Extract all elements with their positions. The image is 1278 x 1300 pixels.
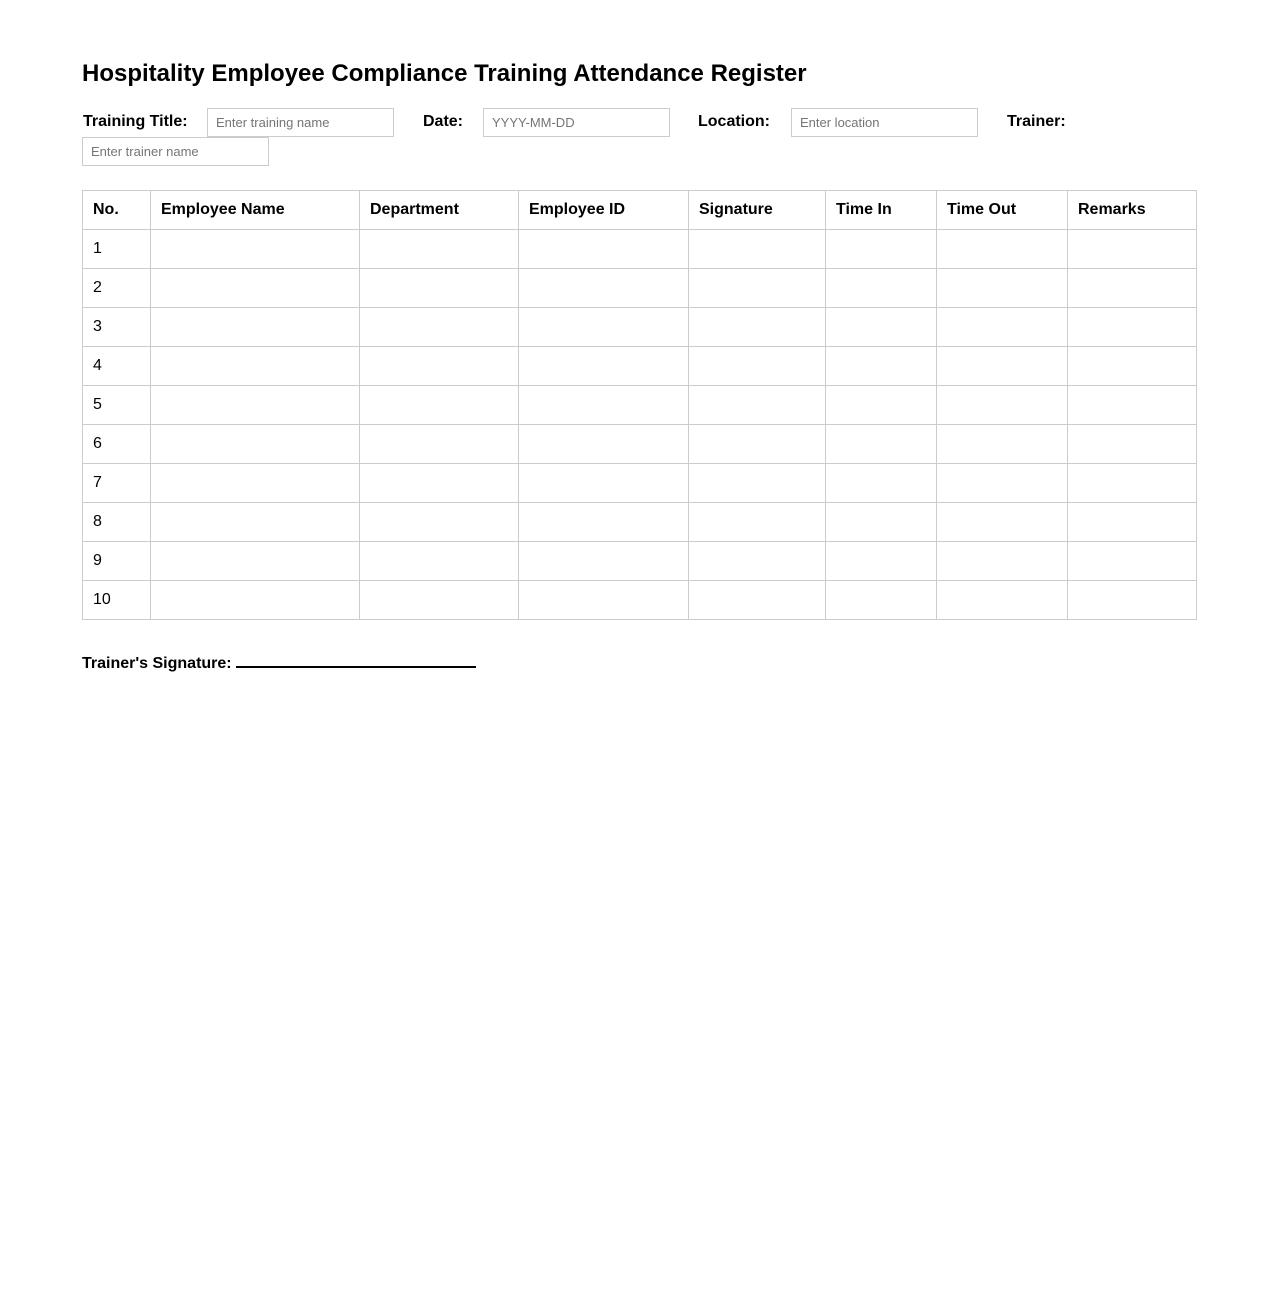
cell-employee-name[interactable] <box>151 386 360 425</box>
cell-time-in[interactable] <box>826 425 937 464</box>
training-title-label: Training Title: <box>83 113 188 130</box>
cell-signature[interactable] <box>689 308 826 347</box>
cell-time-out[interactable] <box>937 425 1068 464</box>
page-title: Hospitality Employee Compliance Training Attendance Register <box>82 60 807 87</box>
cell-no: 9 <box>83 542 151 581</box>
cell-signature[interactable] <box>689 386 826 425</box>
cell-signature[interactable] <box>689 347 826 386</box>
cell-department[interactable] <box>360 269 519 308</box>
trainer-signature-line[interactable] <box>236 650 476 668</box>
cell-remarks[interactable] <box>1068 542 1197 581</box>
cell-department[interactable] <box>360 386 519 425</box>
cell-employee-name[interactable] <box>151 269 360 308</box>
cell-time-in[interactable] <box>826 542 937 581</box>
cell-time-in[interactable] <box>826 269 937 308</box>
cell-time-out[interactable] <box>937 542 1068 581</box>
cell-department[interactable] <box>360 230 519 269</box>
cell-time-out[interactable] <box>937 347 1068 386</box>
cell-time-out[interactable] <box>937 464 1068 503</box>
cell-time-out[interactable] <box>937 269 1068 308</box>
cell-department[interactable] <box>360 425 519 464</box>
cell-time-in[interactable] <box>826 386 937 425</box>
training-title-input[interactable] <box>207 108 394 137</box>
cell-employee-id[interactable] <box>519 581 689 620</box>
cell-signature[interactable] <box>689 269 826 308</box>
cell-signature[interactable] <box>689 425 826 464</box>
cell-employee-name[interactable] <box>151 503 360 542</box>
cell-employee-id[interactable] <box>519 464 689 503</box>
cell-department[interactable] <box>360 503 519 542</box>
cell-time-in[interactable] <box>826 230 937 269</box>
cell-employee-id[interactable] <box>519 269 689 308</box>
cell-time-in[interactable] <box>826 581 937 620</box>
cell-remarks[interactable] <box>1068 386 1197 425</box>
cell-signature[interactable] <box>689 581 826 620</box>
location-label: Location: <box>698 113 770 130</box>
column-header-department: Department <box>360 191 519 230</box>
cell-signature[interactable] <box>689 503 826 542</box>
cell-department[interactable] <box>360 347 519 386</box>
cell-time-out[interactable] <box>937 308 1068 347</box>
cell-remarks[interactable] <box>1068 269 1197 308</box>
cell-remarks[interactable] <box>1068 503 1197 542</box>
cell-no: 5 <box>83 386 151 425</box>
cell-employee-id[interactable] <box>519 230 689 269</box>
cell-department[interactable] <box>360 542 519 581</box>
cell-no: 1 <box>83 230 151 269</box>
cell-signature[interactable] <box>689 464 826 503</box>
cell-time-out[interactable] <box>937 503 1068 542</box>
cell-no: 7 <box>83 464 151 503</box>
date-label: Date: <box>423 113 464 130</box>
cell-employee-id[interactable] <box>519 347 689 386</box>
cell-no: 6 <box>83 425 151 464</box>
table-row <box>83 581 1197 620</box>
cell-no: 10 <box>83 581 151 620</box>
location-input[interactable] <box>791 108 978 137</box>
cell-remarks[interactable] <box>1068 308 1197 347</box>
table-body <box>83 230 1197 620</box>
table-row <box>83 464 1197 503</box>
table-row <box>83 347 1197 386</box>
cell-employee-name[interactable] <box>151 464 360 503</box>
table-row <box>83 269 1197 308</box>
cell-remarks[interactable] <box>1068 464 1197 503</box>
column-header-employee-id: Employee ID <box>519 191 689 230</box>
cell-remarks[interactable] <box>1068 581 1197 620</box>
cell-no: 8 <box>83 503 151 542</box>
cell-remarks[interactable] <box>1068 347 1197 386</box>
cell-time-out[interactable] <box>937 230 1068 269</box>
trainer-signature <box>82 650 476 674</box>
cell-employee-name[interactable] <box>151 581 360 620</box>
cell-employee-name[interactable] <box>151 542 360 581</box>
cell-time-in[interactable] <box>826 503 937 542</box>
trainer-input[interactable] <box>82 137 269 166</box>
cell-time-out[interactable] <box>937 581 1068 620</box>
table-header-row <box>83 191 1197 230</box>
date-input[interactable] <box>483 108 670 137</box>
column-header-remarks: Remarks <box>1068 191 1197 230</box>
cell-department[interactable] <box>360 308 519 347</box>
cell-employee-name[interactable] <box>151 347 360 386</box>
cell-employee-name[interactable] <box>151 425 360 464</box>
cell-department[interactable] <box>360 581 519 620</box>
cell-no: 4 <box>83 347 151 386</box>
table-row <box>83 542 1197 581</box>
cell-employee-id[interactable] <box>519 542 689 581</box>
cell-employee-id[interactable] <box>519 425 689 464</box>
cell-time-out[interactable] <box>937 386 1068 425</box>
table-row <box>83 386 1197 425</box>
cell-employee-id[interactable] <box>519 386 689 425</box>
cell-department[interactable] <box>360 464 519 503</box>
trainer-signature-label: Trainer's Signature: <box>82 655 232 672</box>
table-row <box>83 425 1197 464</box>
cell-remarks[interactable] <box>1068 425 1197 464</box>
cell-no: 2 <box>83 269 151 308</box>
cell-employee-id[interactable] <box>519 503 689 542</box>
cell-employee-name[interactable] <box>151 230 360 269</box>
cell-time-in[interactable] <box>826 464 937 503</box>
attendance-table <box>82 190 1197 620</box>
column-header-signature: Signature <box>689 191 826 230</box>
cell-signature[interactable] <box>689 230 826 269</box>
table-row <box>83 308 1197 347</box>
column-header-employee-name: Employee Name <box>151 191 360 230</box>
cell-no: 3 <box>83 308 151 347</box>
cell-remarks[interactable] <box>1068 230 1197 269</box>
table-row <box>83 230 1197 269</box>
table-row <box>83 503 1197 542</box>
cell-time-in[interactable] <box>826 308 937 347</box>
trainer-label: Trainer: <box>1007 113 1066 130</box>
column-header-time-in: Time In <box>826 191 937 230</box>
column-header-no: No. <box>83 191 151 230</box>
cell-employee-name[interactable] <box>151 308 360 347</box>
cell-employee-id[interactable] <box>519 308 689 347</box>
cell-time-in[interactable] <box>826 347 937 386</box>
column-header-time-out: Time Out <box>937 191 1068 230</box>
cell-signature[interactable] <box>689 542 826 581</box>
